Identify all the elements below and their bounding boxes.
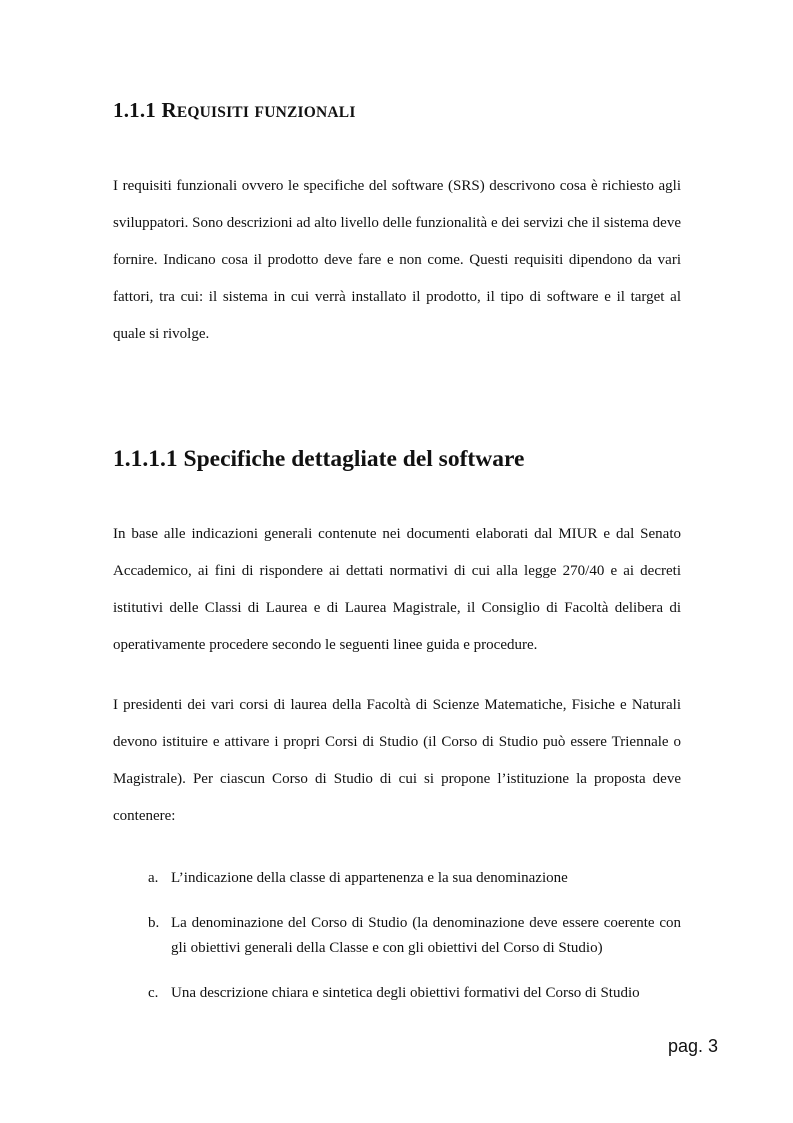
subsection-heading: 1.1.1.1 Specifiche dettagliate del software bbox=[113, 446, 525, 472]
list-item bbox=[113, 866, 681, 891]
section-heading bbox=[113, 98, 356, 123]
section-heading-number: 1.1.1 bbox=[113, 98, 156, 122]
section-paragraph: I requisiti funzionali ovvero le specifiche del software (SRS) descrivono cosa è richiesto agli sviluppatori. Sono descrizioni ad alto livello delle funzionalità e dei servizi che il sistema deve fornire. Indicano cosa il prodotto deve fare e non come. Questi requisiti dipendono da vari fattori, tra cui: il sistema in cui verrà installato il prodotto, il tipo di software e il target al quale si rivolge. bbox=[113, 178, 681, 342]
list-item-text: Una descrizione chiara e sintetica degli obiettivi formativi del Corso di Studio bbox=[171, 985, 640, 1001]
section-heading-rest-2: FUNZIONALI bbox=[254, 104, 356, 121]
list-marker: c. bbox=[148, 985, 159, 1001]
subsection-paragraph-1: In base alle indicazioni generali contenute nei documenti elaborati dal MIUR e dal Senato Accademico, ai fini di rispondere ai dettati normativi di cui alla legge 270/40 e ai decreti istitutivi delle Classi di Laurea e di Laurea Magistrale, il Consiglio di Facoltà delibera di operativamente procedere secondo le seguenti linee guida e procedure. bbox=[113, 526, 681, 653]
list-item-text: La denominazione del Corso di Studio (la denominazione deve essere coerente con gli obiettivi generali della Classe e con gli obiettivi del Corso di Studio) bbox=[171, 915, 681, 956]
requirements-list bbox=[113, 866, 681, 1026]
list-marker: a. bbox=[148, 870, 159, 886]
section-heading-rest-1: EQUISITI bbox=[176, 104, 250, 121]
list-item bbox=[113, 911, 681, 961]
section-heading-first-letter: R bbox=[161, 98, 177, 122]
list-item-text: L’indicazione della classe di appartenenza e la sua denominazione bbox=[171, 870, 568, 886]
page-number: pag. 3 bbox=[667, 1036, 718, 1056]
list-marker: b. bbox=[148, 915, 160, 931]
subsection-paragraph-2: I presidenti dei vari corsi di laurea della Facoltà di Scienze Matematiche, Fisiche e Naturali devono istituire e attivare i propri Corsi di Studio (il Corso di Studio può essere Triennale o Magistrale). Per ciascun Corso di Studio di cui si propone l’istituzione la proposta deve contenere: bbox=[113, 697, 681, 824]
list-item bbox=[113, 981, 681, 1006]
